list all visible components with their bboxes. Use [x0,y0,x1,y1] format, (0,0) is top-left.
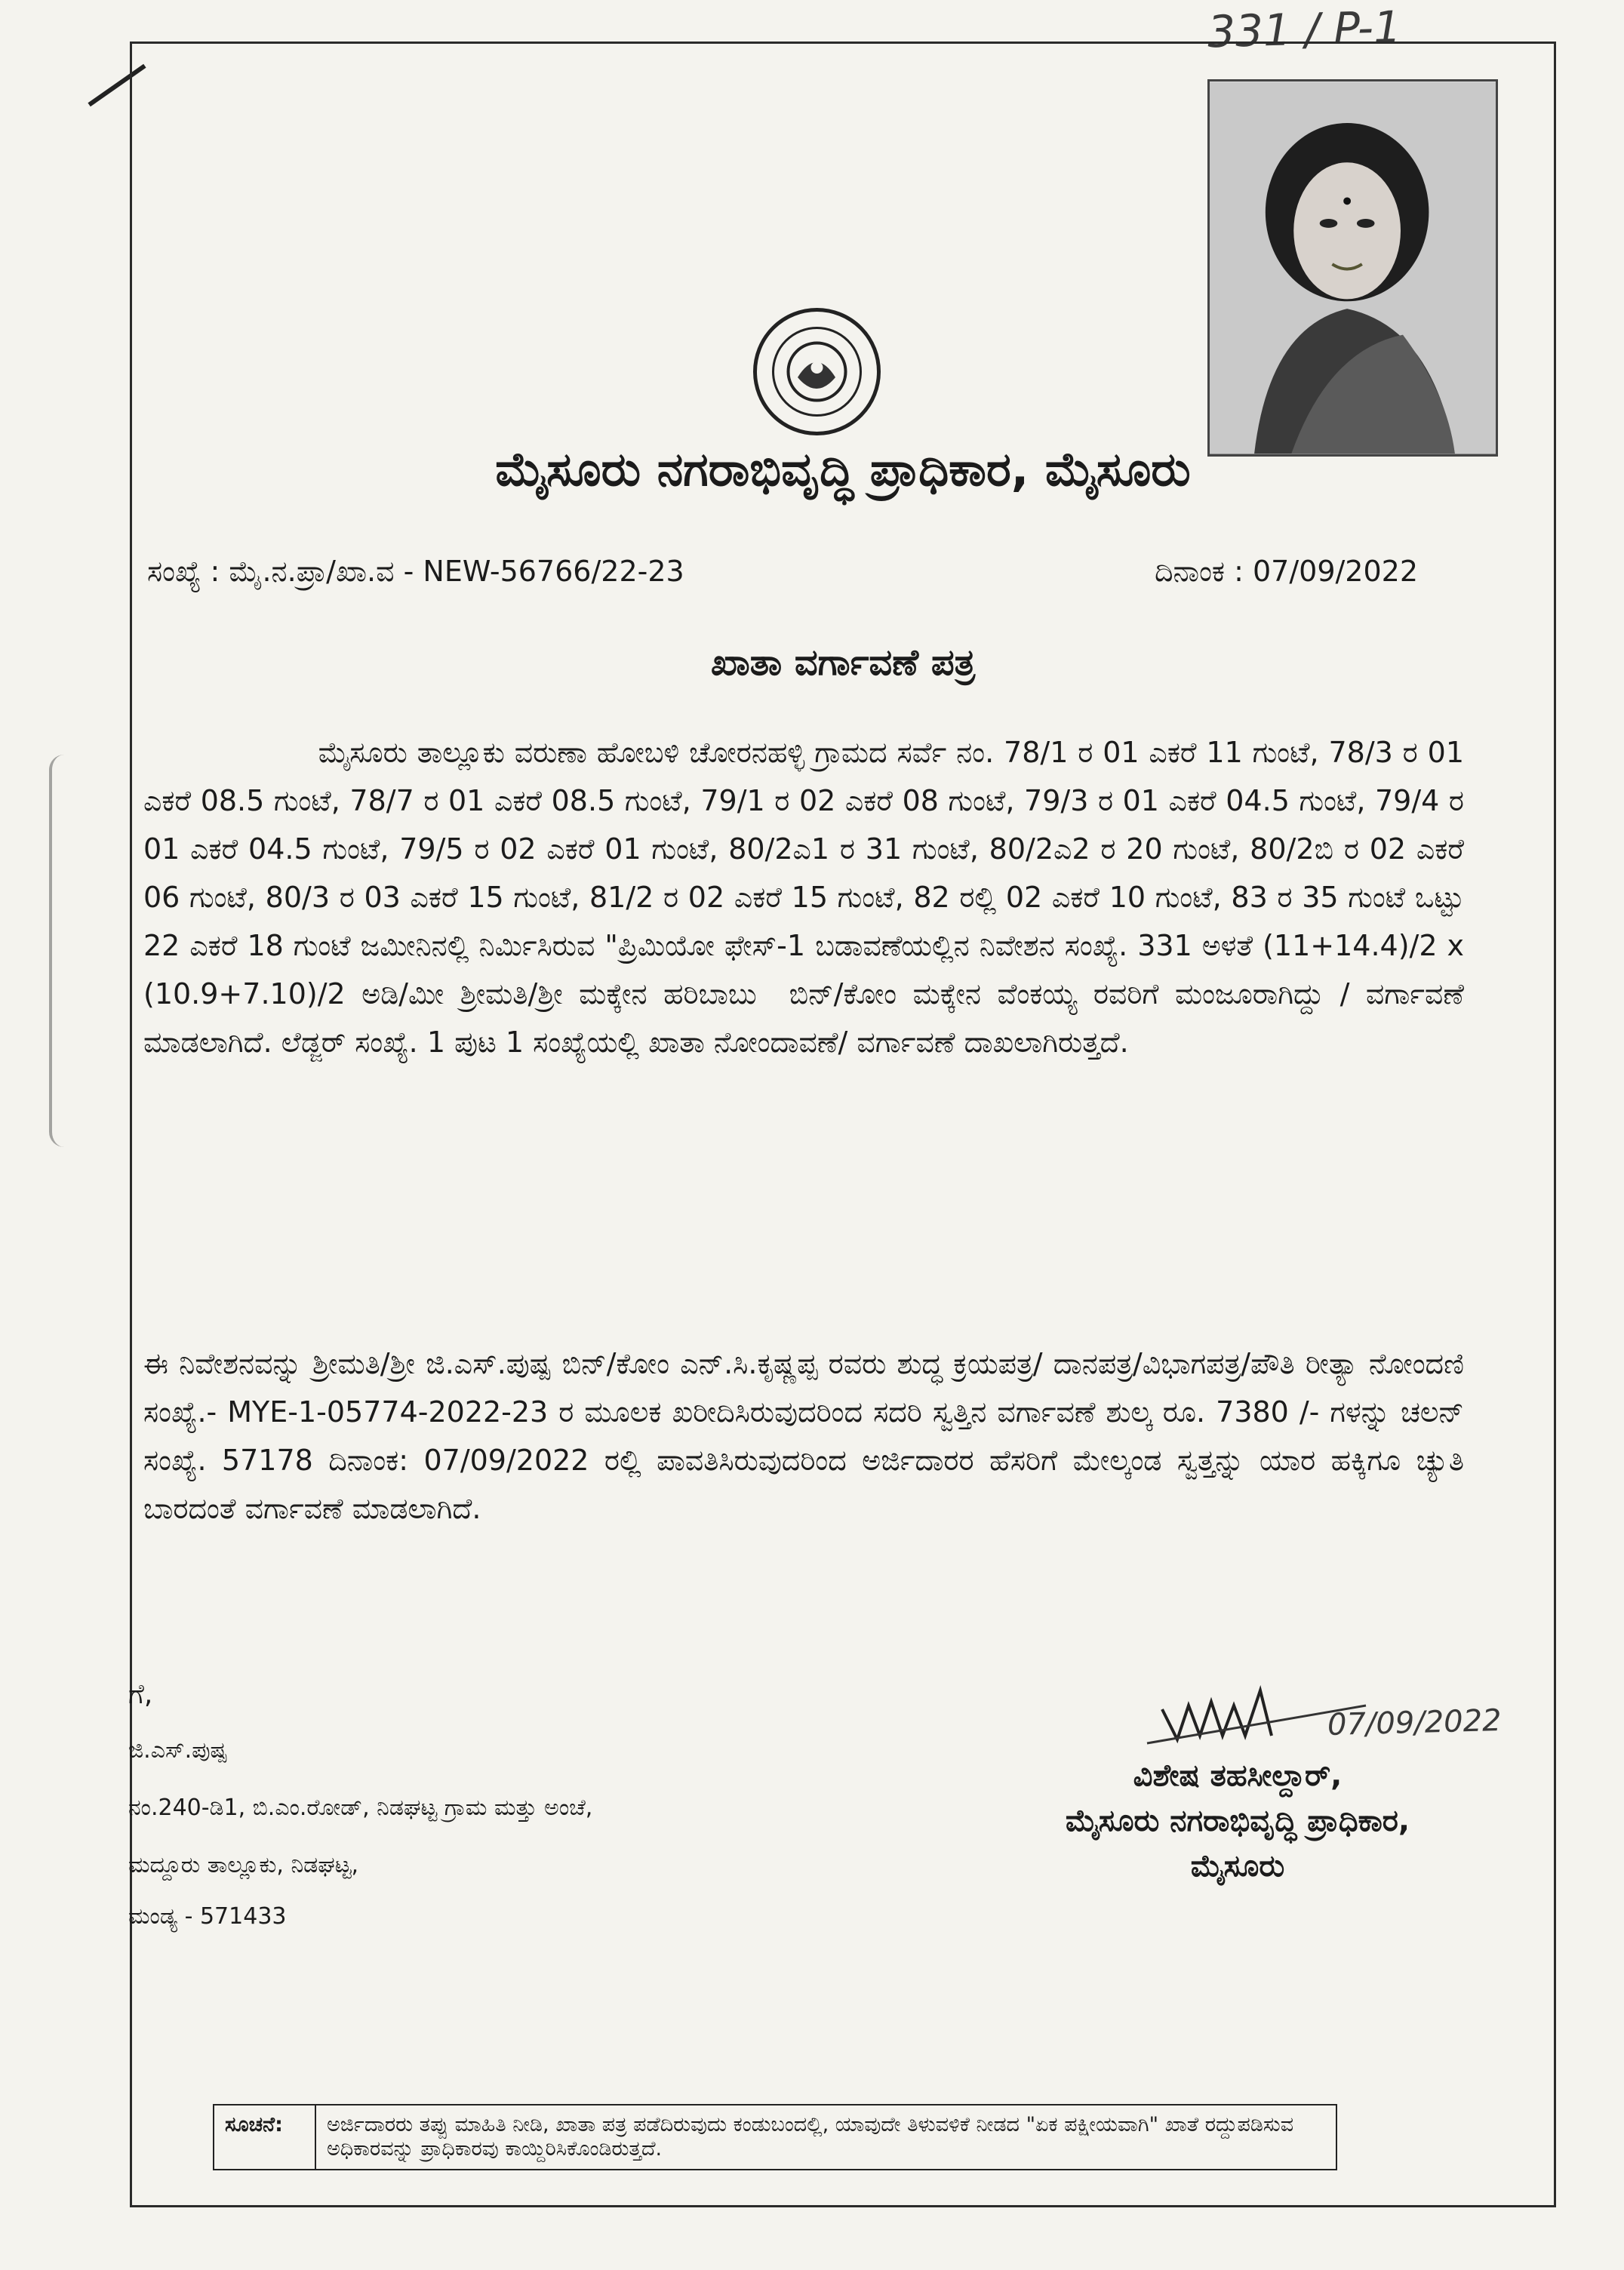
person-photo-icon [1210,82,1496,454]
signature-block [973,1675,1502,1884]
reference-number: ಸಂಖ್ಯೆ : ಮೈ.ನ.ಪ್ರಾ/ಖಾ.ವ - NEW-56766/22-23 [147,555,684,588]
body-paragraph-1: ಮೈಸೂರು ತಾಲ್ಲೂಕು ವರುಣಾ ಹೋಬಳಿ ಚೋರನಹಳ್ಳಿ ಗ್ರಾಮದ ಸರ್ವೆ ನಂ. 78/1 ರ 01 ಎಕರೆ 11 ಗುಂಟೆ, 78/3 ರ 01 ಎಕರೆ 08.5 ಗುಂಟೆ, 78/7 ರ 01 ಎಕರೆ 08.5 ಗುಂಟೆ, 79/1 ರ 02 ಎಕರೆ 08 ಗುಂಟೆ, 79/3 ರ 01 ಎಕರೆ 04.5 ಗುಂಟೆ, 79/4 ರ 01 ಎಕರೆ 04.5 ಗುಂಟೆ, 79/5 ರ 02 ಎಕರೆ 01 ಗುಂಟೆ, 80/2ಎ1 ರ 31 ಗುಂಟೆ, 80/2ಎ2 ರ 20 ಗುಂಟೆ, 80/2ಬಿ ರ 02 ಎಕರೆ 06 ಗುಂಟೆ, 80/3 ರ 03 ಎಕರೆ 15 ಗುಂಟೆ, 81/2 ರ 02 ಎಕರೆ 15 ಗುಂಟೆ, 82 ರಲ್ಲಿ 02 ಎಕರೆ 10 ಗುಂಟೆ, 83 ರ 35 ಗುಂಟೆ ಒಟ್ಟು 22 ಎಕರೆ 18 ಗುಂಟೆ ಜಮೀನಿನಲ್ಲಿ ನಿರ್ಮಿಸಿರುವ "ಪ್ರಿಮಿಯೋ ಫೇಸ್-1 ಬಡಾವಣೆಯಲ್ಲಿನ ನಿವೇಶನ ಸಂಖ್ಯೆ. 331 ಅಳತೆ (11+14.4)/2 x (10.9+7.10)/2 ಅಡಿ/ಮೀ ಶ್ರೀಮತಿ/ಶ್ರೀ ಮಕ್ಕೇನ ಹರಿಬಾಬು ಬಿನ್/ಕೋಂ ಮಕ್ಕೇನ ವೆಂಕಯ್ಯ ರವರಿಗೆ ಮಂಜೂರಾಗಿದ್ದು / ವರ್ಗಾವಣೆ ಮಾಡಲಾಗಿದೆ. ಲೆಡ್ಜರ್ ಸಂಖ್ಯೆ. 1 ಪುಟ 1 ಸಂಖ್ಯೆಯಲ್ಲಿ ಖಾತಾ ನೋಂದಾವಣೆ/ ವರ್ಗಾವಣೆ ದಾಖಲಾಗಿರುತ್ತದೆ. [143,736,1474,1059]
note-box [213,2104,1337,2170]
recipient-to: ಗೆ, [128,1679,153,1710]
applicant-photo [1207,79,1498,457]
staple-mark [49,755,82,1147]
signatory-city: ಮೈಸೂರು [1190,1849,1285,1884]
document-title: ಖಾತಾ ವರ್ಗಾವಣೆ ಪತ್ರ [710,641,976,684]
recipient-address-line-1: ನಂ.240-ಡಿ1, ಬಿ.ಎಂ.ರೋಡ್, ನಿಡಘಟ್ಟ ಗ್ರಾಮ ಮತ್ತು ಅಂಚೆ, [128,1795,593,1821]
body-paragraph-2: ಈ ನಿವೇಶನವನ್ನು ಶ್ರೀಮತಿ/ಶ್ರೀ ಜಿ.ಎಸ್.ಪುಷ್ಪ ಬಿನ್/ಕೋಂ ಎನ್.ಸಿ.ಕೃಷ್ಣಪ್ಪ ರವರು ಶುದ್ಧ ಕ್ರಯಪತ್ರ/ ದಾನಪತ್ರ/ವಿಭಾಗಪತ್ರ/ಪೌತಿ ರೀತ್ಯಾ ನೋಂದಣಿ ಸಂಖ್ಯೆ.- MYE-1-05774-2022-23 ರ ಮೂಲಕ ಖರೀದಿಸಿರುವುದರಿಂದ ಸದರಿ ಸ್ವತ್ತಿನ ವರ್ಗಾವಣೆ ಶುಲ್ಕ ರೂ. 7380 /- ಗಳನ್ನು ಚಲನ್ ಸಂಖ್ಯೆ. 57178 ದಿನಾಂಕ: 07/09/2022 ರಲ್ಲಿ ಪಾವತಿಸಿರುವುದರಿಂದ ಅರ್ಜಿದಾರರ ಹೆಸರಿಗೆ ಮೇಲ್ಕಂಡ ಸ್ವತ್ತನ್ನು ಯಾರ ಹಕ್ಕಿಗೂ ಚ್ಯುತಿ ಬಾರದಂತೆ ವರ್ಗಾವಣೆ ಮಾಡಲಾಗಿದೆ. [143,1347,1474,1525]
recipient-name: ಜಿ.ಎಸ್.ಪುಷ್ಪ [128,1737,228,1764]
signature-scrawl [973,1675,1502,1758]
recipient-address-line-2: ಮದ್ದೂರು ತಾಲ್ಲೂಕು, ನಿಡಘಟ್ಟ, [128,1852,359,1878]
signatory-organization: ಮೈಸೂರು ನಗರಾಭಿವೃದ್ಧಿ ಪ್ರಾಧಿಕಾರ, [1065,1804,1410,1838]
document-date: ದಿನಾಂಕ : 07/09/2022 [1155,555,1419,588]
note-label: ಸೂಚನೆ: [214,2105,315,2170]
signatory-designation: ವಿಶೇಷ ತಹಸೀಲ್ದಾರ್, [1133,1758,1343,1793]
authority-seal-icon [751,306,883,438]
handwritten-reference: 331 / P-1 [1207,1,1402,58]
recipient-address-line-3: ಮಂಡ್ಯ - 571433 [128,1903,287,1930]
note-text: ಅರ್ಜಿದಾರರು ತಪ್ಪು ಮಾಹಿತಿ ನೀಡಿ, ಖಾತಾ ಪತ್ರ ಪಡೆದಿರುವುದು ಕಂಡುಬಂದಲ್ಲಿ, ಯಾವುದೇ ತಿಳುವಳಿಕೆ ನೀಡದ "ಏಕ ಪಕ್ಷೀಯವಾಗಿ" ಖಾತೆ ರದ್ದುಪಡಿಸುವ ಅಧಿಕಾರವನ್ನು ಪ್ರಾಧಿಕಾರವು ಕಾಯ್ದಿರಿಸಿಕೊಂಡಿರುತ್ತದೆ. [315,2105,1336,2170]
page-title: ಮೈಸೂರು ನಗರಾಭಿವೃದ್ಧಿ ಪ್ರಾಧಿಕಾರ, ಮೈಸೂರು [495,441,1191,497]
signature-date: 07/09/2022 [1327,1702,1503,1743]
